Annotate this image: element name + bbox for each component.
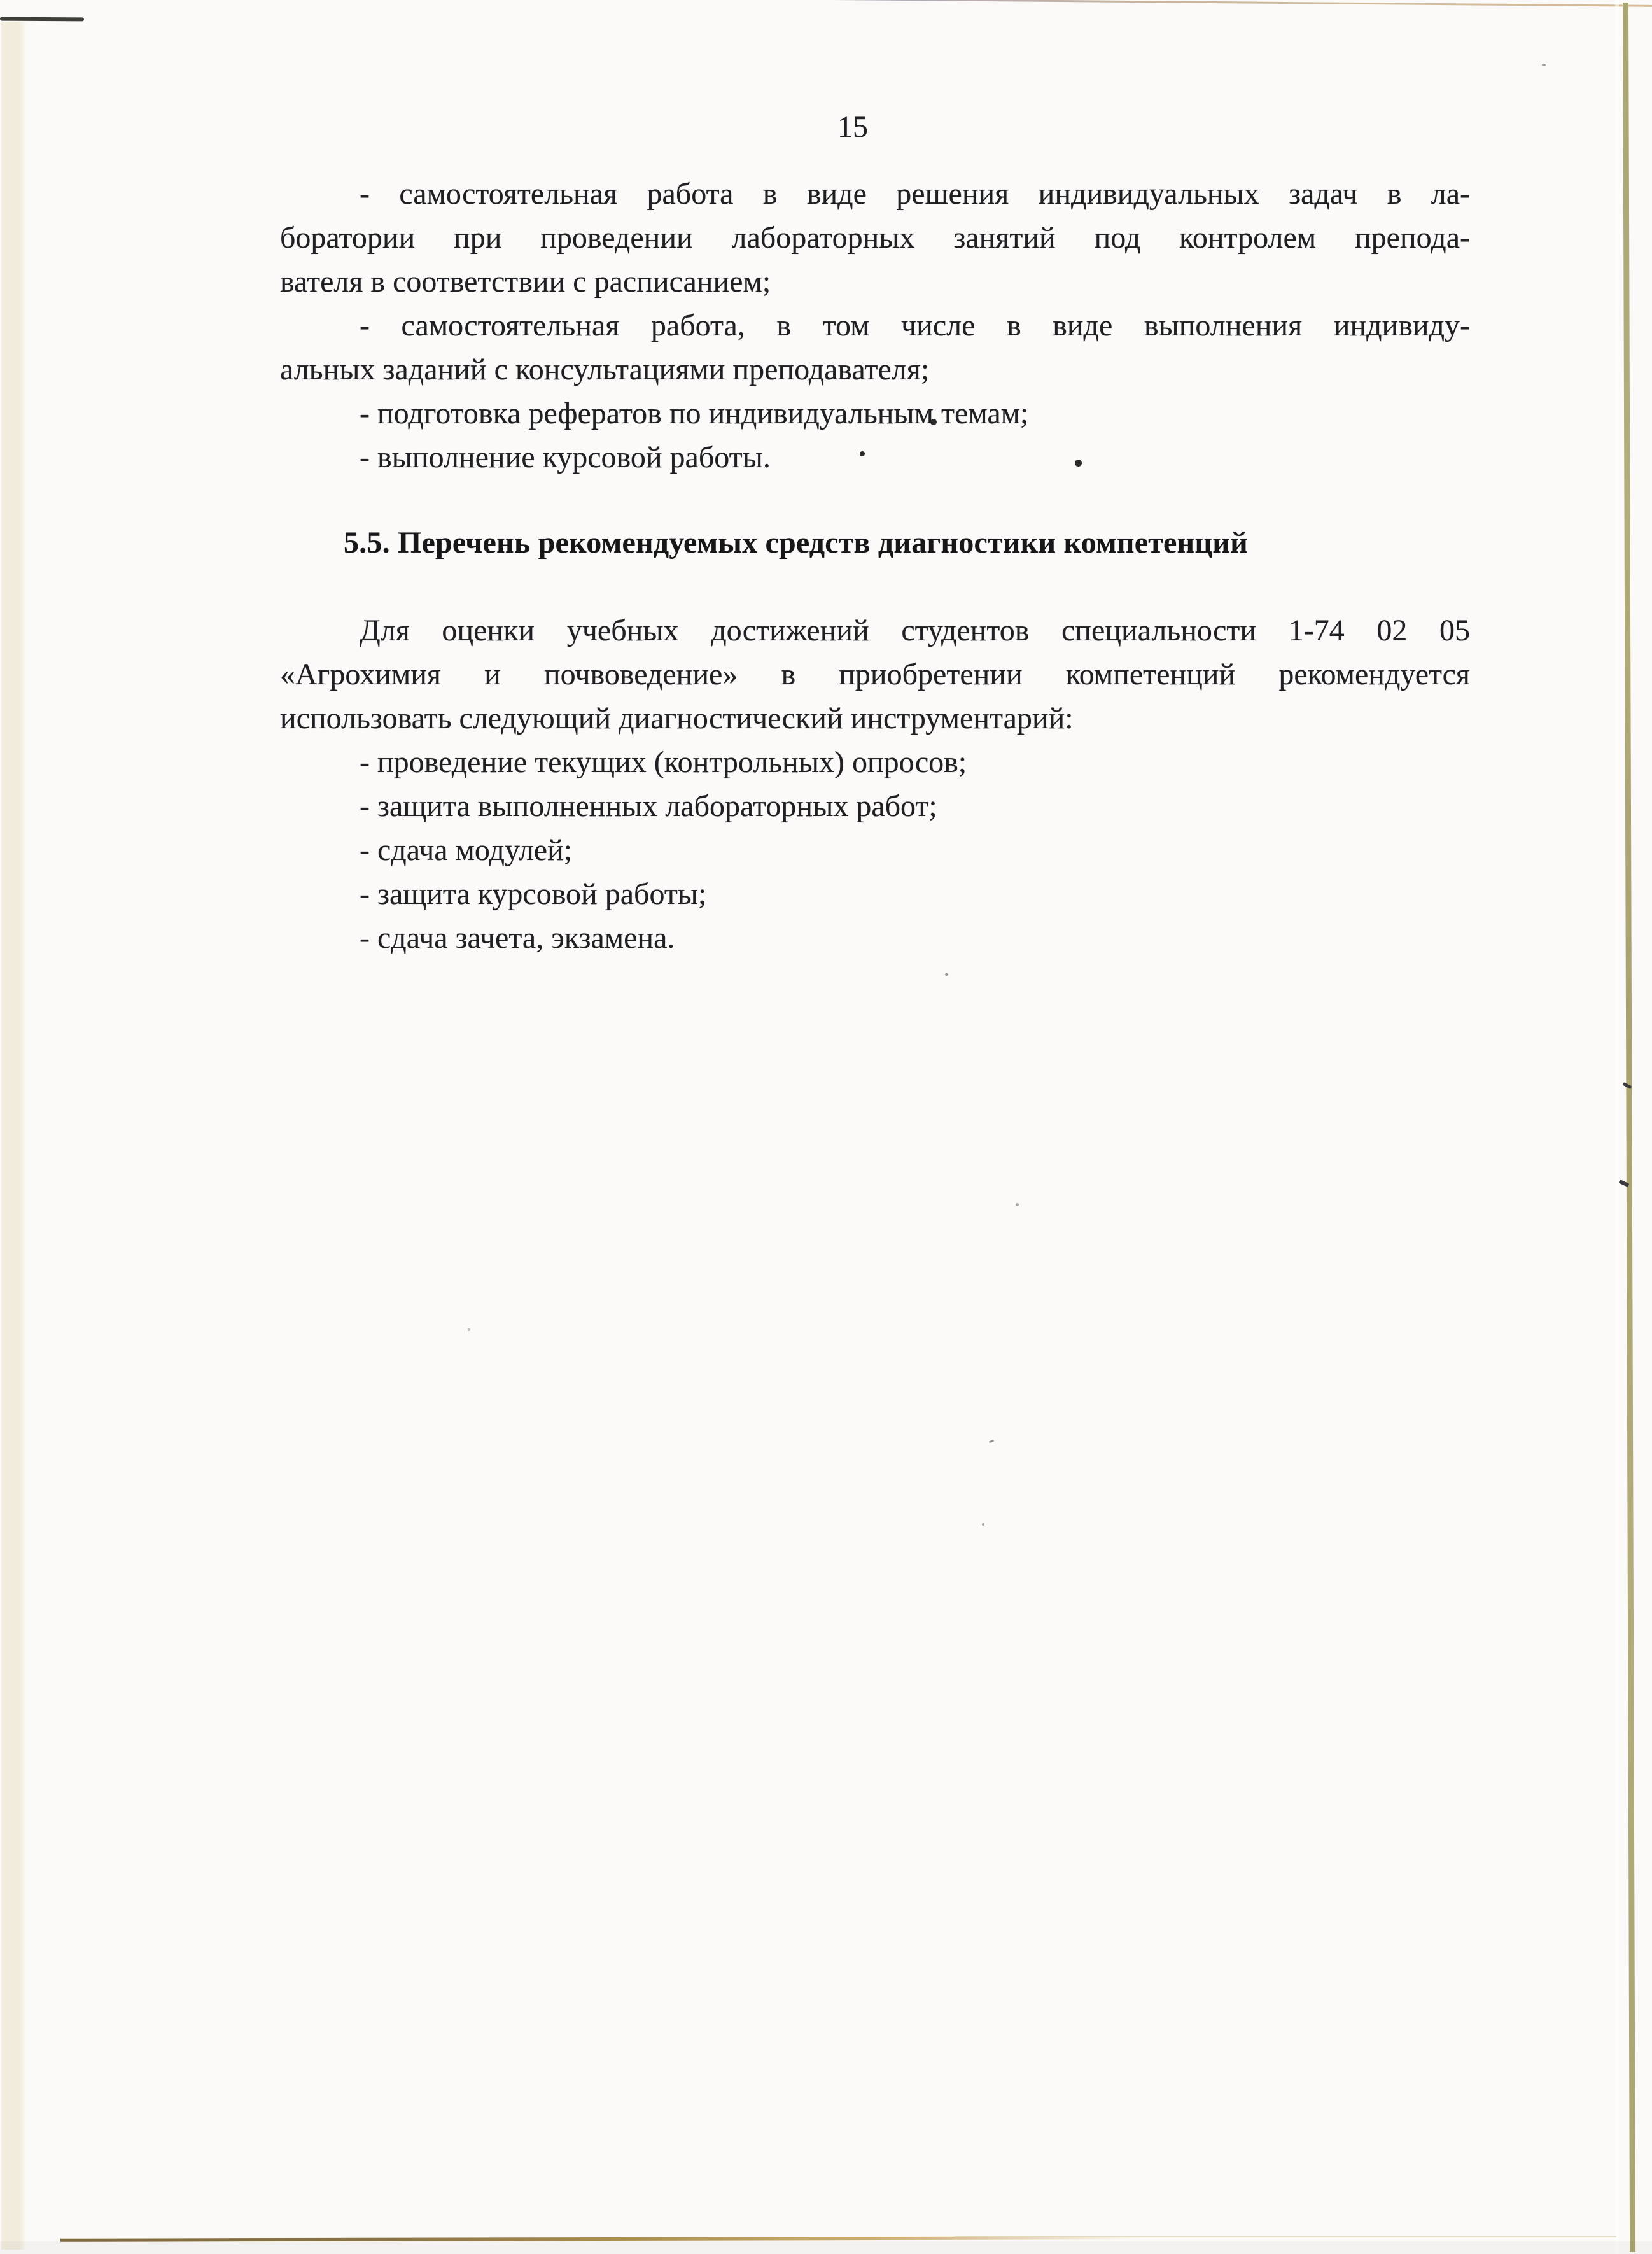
paragraph-independent-lab-work [280, 172, 1470, 304]
paragraph-line: боратории при проведении лабораторных занятий под контролем препода- [280, 221, 1470, 255]
paragraph-assessment-intro [280, 609, 1470, 740]
paragraph-independent-work [280, 304, 1470, 391]
paragraph-line: - самостоятельная работа, в том числе в виде выполнения индивиду- [360, 309, 1470, 342]
paragraph-line: использовать следующий диагностический инструментарий: [280, 701, 1074, 735]
paragraph-line: - самостоятельная работа в виде решения индивидуальных задач в ла- [360, 177, 1470, 211]
paragraph-line: Для оценки учебных достижений студентов специальности 1-74 02 05 [360, 614, 1470, 647]
paragraph-course-work [280, 435, 1470, 479]
paragraph-line: - выполнение курсовой работы. [360, 440, 771, 474]
paragraph-line: вателя в соответствии с расписанием; [280, 265, 771, 299]
list-item: - сдача модулей; [360, 833, 573, 867]
page-number: 15 [837, 110, 868, 144]
diagnostics-list [280, 740, 1470, 960]
list-item: - проведение текущих (контрольных) опросов; [360, 745, 967, 779]
list-item: - защита курсовой работы; [360, 877, 707, 911]
paragraph-referats [280, 391, 1470, 435]
list-item: - сдача зачета, экзамена. [360, 921, 675, 955]
paragraph-line: - подготовка рефератов по индивидуальным темам; [360, 397, 1029, 430]
paragraph-line: альных заданий с консультациями преподавателя; [280, 353, 930, 386]
section-heading: 5.5. Перечень рекомендуемых средств диагностики компетенций [344, 526, 1248, 560]
paragraph-line: «Агрохимия и почвоведение» в приобретении компетенций рекомендуется [280, 658, 1470, 691]
list-item: - защита выполненных лабораторных работ; [360, 789, 937, 823]
